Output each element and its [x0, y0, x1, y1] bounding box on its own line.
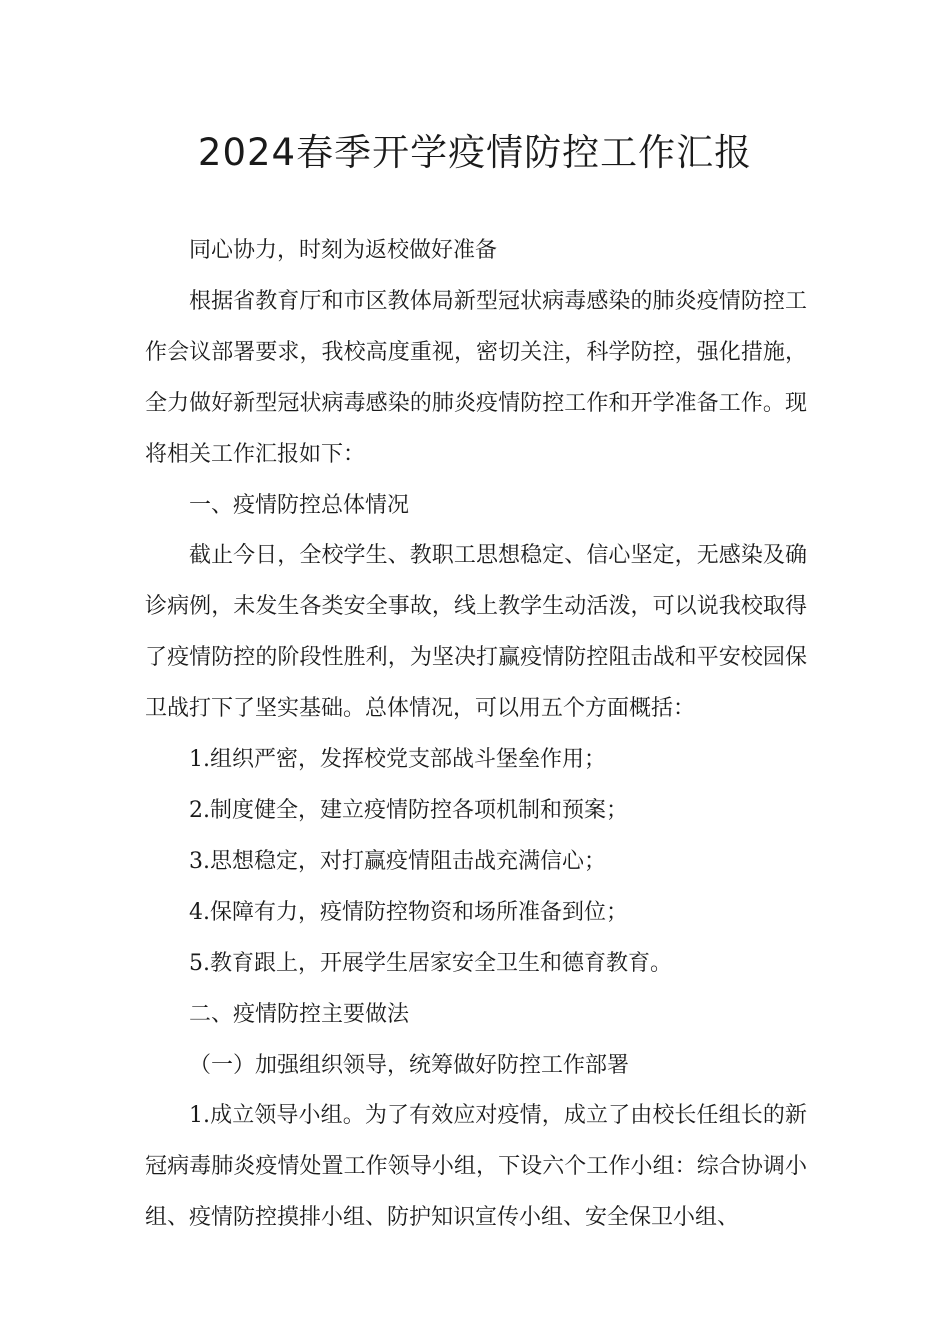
paragraph-leadership-group: 1.成立领导小组。为了有效应对疫情，成立了由校长任组长的新冠病毒肺炎疫情处置工作领导小组，下设六个工作小组：综合协调小组、疫情防控摸排小组、防护知识宣传小组、安全保卫小组、: [145, 1103, 807, 1231]
list-item: 3.思想稳定，对打赢疫情阻击战充满信心；: [189, 848, 606, 874]
section-heading-measures: 二、疫情防控主要做法: [189, 1001, 410, 1027]
list-item: 5.教育跟上，开展学生居家安全卫生和德育教育。: [189, 950, 672, 976]
document-body: [145, 226, 807, 1244]
paragraph-intro: 根据省教育厅和市区教体局新型冠状病毒感染的肺炎疫情防控工作会议部署要求，我校高度重视，密切关注，科学防控，强化措施，全力做好新型冠状病毒感染的肺炎疫情防控工作和开学准备工作。现将相关工作汇报如下：: [145, 288, 807, 467]
subsection-heading: （一）加强组织领导，统筹做好防控工作部署: [189, 1052, 630, 1078]
list-item: 4.保障有力，疫情防控物资和场所准备到位；: [189, 899, 628, 925]
list-item: 1.组织严密，发挥校党支部战斗堡垒作用；: [189, 747, 606, 773]
list-item: 2.制度健全，建立疫情防控各项机制和预案；: [189, 797, 628, 823]
document-title: 2024春季开学疫情防控工作汇报: [197, 131, 753, 174]
paragraph-slogan: 同心协力，时刻为返校做好准备: [189, 238, 498, 263]
section-heading-overall: 一、疫情防控总体情况: [189, 492, 410, 518]
paragraph-overall: 截止今日，全校学生、教职工思想稳定、信心坚定，无感染及确诊病例，未发生各类安全事故，线上教学生动活泼，可以说我校取得了疫情防控的阶段性胜利，为坚决打赢疫情防控阻击战和平安校园保卫战打下了坚实基础。总体情况，可以用五个方面概括：: [145, 543, 807, 722]
